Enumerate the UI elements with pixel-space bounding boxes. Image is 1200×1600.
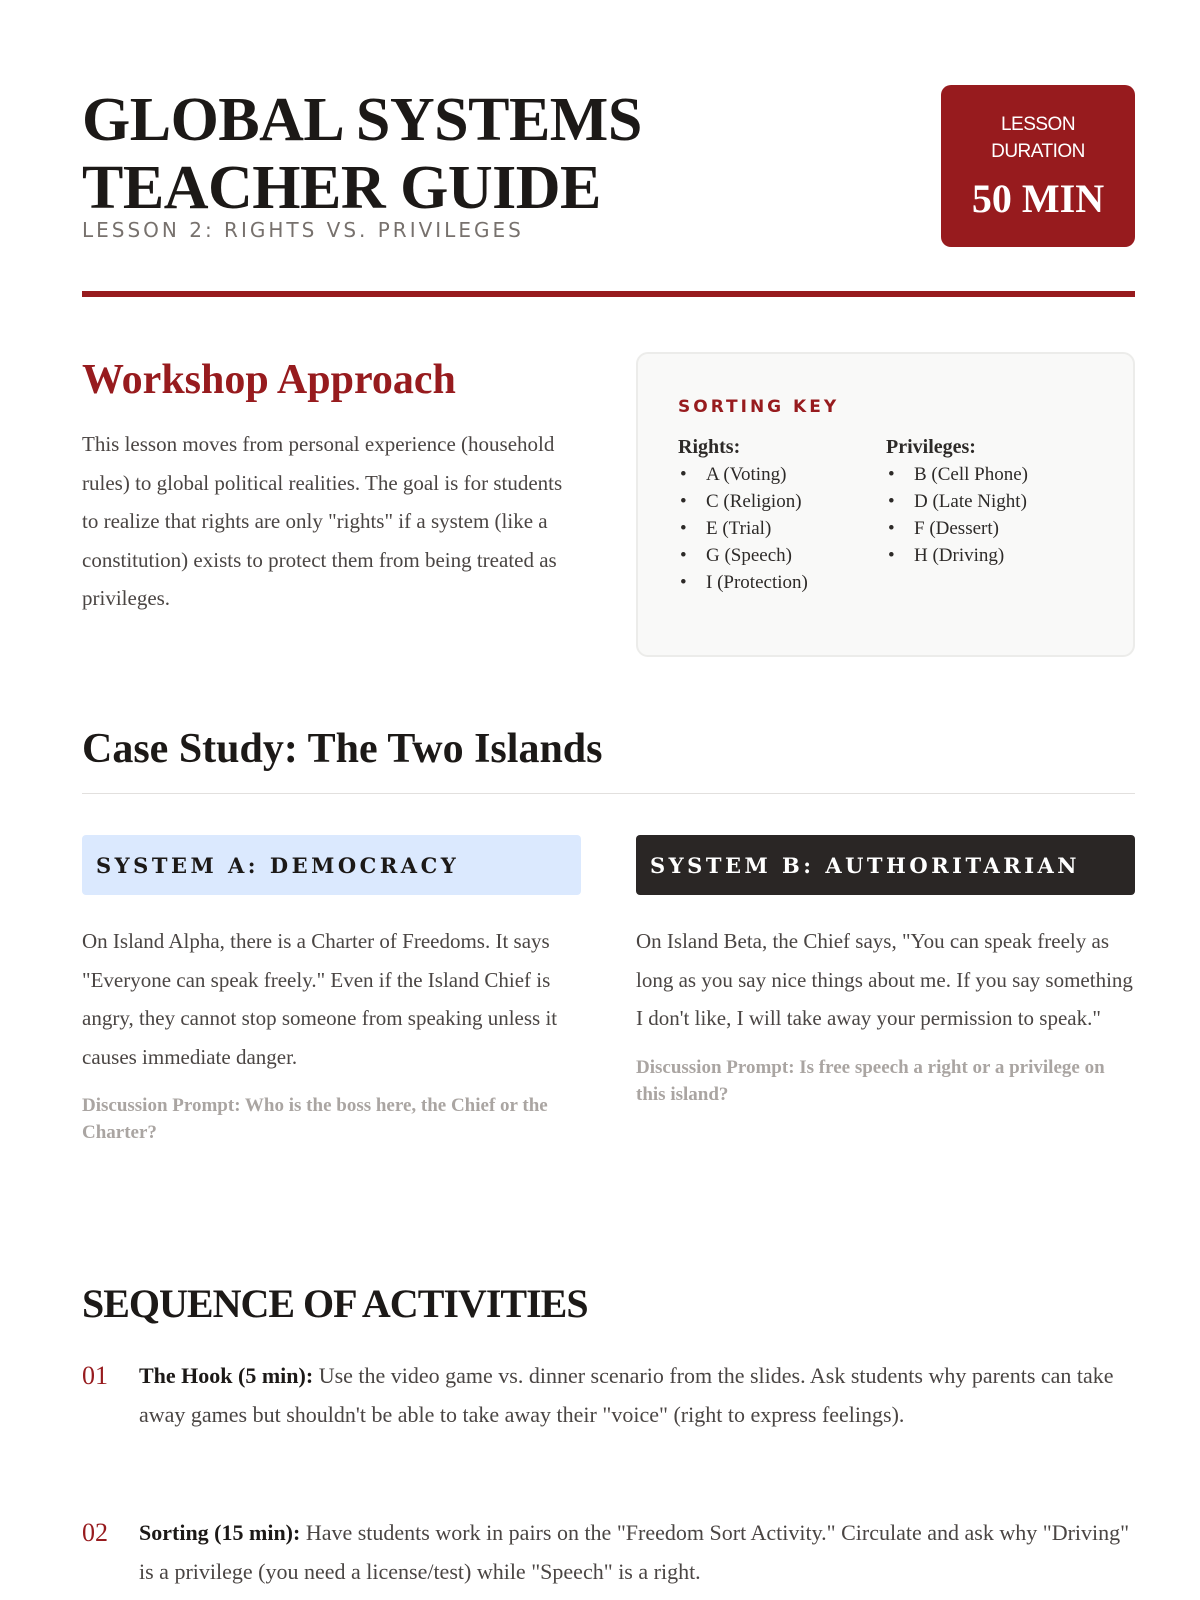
divider xyxy=(82,793,1135,794)
rights-column xyxy=(678,436,808,596)
list-item: • B (Cell Phone) xyxy=(886,461,1028,488)
activity-item xyxy=(82,1513,1135,1591)
duration-badge xyxy=(941,85,1135,247)
privileges-label: Privileges: xyxy=(886,436,976,458)
system-b-panel xyxy=(636,922,1136,1108)
activity-number: 02 xyxy=(82,1518,108,1547)
list-item: • I (Protection) xyxy=(678,569,808,596)
list-item: • E (Trial) xyxy=(678,515,808,542)
sorting-key-box xyxy=(636,352,1135,657)
system-b-header: SYSTEM B: AUTHORITARIAN xyxy=(636,835,1135,895)
system-a-header: SYSTEM A: DEMOCRACY xyxy=(82,835,581,895)
list-item: • D (Late Night) xyxy=(886,488,1028,515)
activity-title: Sorting (15 min): xyxy=(139,1520,301,1545)
list-item: • C (Religion) xyxy=(678,488,808,515)
privileges-column xyxy=(886,436,1028,569)
list-item: • A (Voting) xyxy=(678,461,808,488)
header-rule xyxy=(82,291,1135,297)
badge-label: LESSON DURATION xyxy=(991,114,1085,162)
activity-text: Use the video game vs. dinner scenario from the slides. Ask students why parents can take away games but shouldn't be able to take away their "voice" (right to express feelings). xyxy=(139,1363,1114,1427)
system-b-prompt: Discussion Prompt: Is free speech a right or a privilege on this island? xyxy=(636,1056,1105,1105)
system-a-text: On Island Alpha, there is a Charter of Freedoms. It says "Everyone can speak freely." Even if the Island Chief is angry, they cannot stop someone from speaking unless it causes immediate danger. xyxy=(82,929,558,1069)
page-title: GLOBAL SYSTEMS TEACHER GUIDE xyxy=(82,86,642,222)
case-study-heading: Case Study: The Two Islands xyxy=(82,726,603,772)
badge-value: 50 MIN xyxy=(971,176,1105,221)
list-item: • H (Driving) xyxy=(886,542,1028,569)
system-b-text: On Island Beta, the Chief says, "You can speak freely as long as you say nice things about me. If you say something I don't like, I will take away your permission to speak." xyxy=(636,929,1133,1030)
list-item: • G (Speech) xyxy=(678,542,808,569)
workshop-text: This lesson moves from personal experience (household rules) to global political realities. The goal is for students to realize that rights are only "rights" if a system (like a constitution) exists to protect them from being treated as privileges. xyxy=(82,432,563,610)
workshop-heading: Workshop Approach xyxy=(82,357,456,403)
lesson-subtitle: LESSON 2: RIGHTS VS. PRIVILEGES xyxy=(82,218,524,242)
activity-title: The Hook (5 min): xyxy=(139,1363,314,1388)
rights-label: Rights: xyxy=(678,436,741,458)
system-a-panel xyxy=(82,922,582,1146)
system-a-prompt: Discussion Prompt: Who is the boss here, the Chief or the Charter? xyxy=(82,1095,548,1143)
sorting-key-title: SORTING KEY xyxy=(678,397,840,417)
activity-item xyxy=(82,1356,1135,1434)
activity-number: 01 xyxy=(82,1361,108,1390)
activity-text: Have students work in pairs on the "Freedom Sort Activity." Circulate and ask why "Driving" is a privilege (you need a license/test) while "Speech" is a right. xyxy=(139,1520,1130,1584)
sequence-heading: SEQUENCE OF ACTIVITIES xyxy=(82,1281,588,1326)
list-item: • F (Dessert) xyxy=(886,515,1028,542)
